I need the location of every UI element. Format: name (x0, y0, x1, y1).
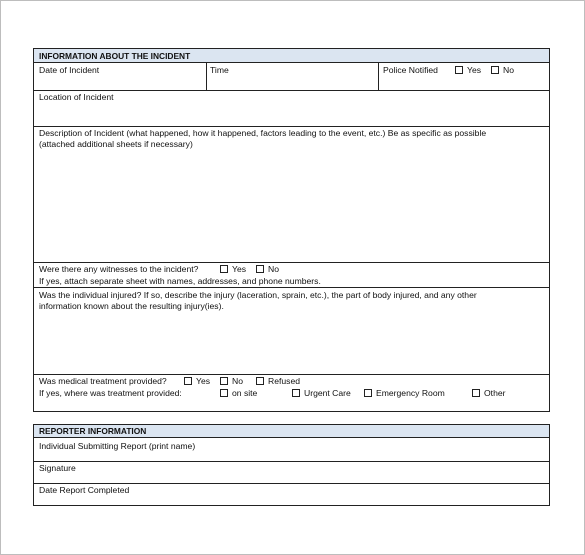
reporter-header-text: REPORTER INFORMATION (39, 426, 147, 436)
treatment-urgent-care-option[interactable] (292, 388, 351, 399)
police-yes-checkbox[interactable] (455, 66, 463, 74)
on-site-checkbox[interactable] (220, 389, 228, 397)
description-line-2: (attached additional sheets if necessary) (39, 139, 193, 149)
witnesses-yes-text: Yes (232, 264, 247, 274)
medical-yes-text: Yes (196, 376, 211, 386)
police-yes-option[interactable] (455, 65, 481, 76)
date-completed-field[interactable] (37, 495, 546, 504)
emergency-room-checkbox[interactable] (364, 389, 372, 397)
submitter-name-field[interactable] (37, 451, 546, 460)
injured-line-2: information known about the resulting injury(ies). (39, 301, 224, 311)
incident-header-text: INFORMATION ABOUT THE INCIDENT (39, 50, 191, 61)
other-checkbox[interactable] (472, 389, 480, 397)
medical-no-checkbox[interactable] (220, 377, 228, 385)
signature-field[interactable] (37, 473, 546, 482)
divider (33, 287, 550, 288)
description-line-1: Description of Incident (what happened, how it happened, factors leading to the event, etc.) Be as specific as possible (39, 128, 487, 138)
incident-section-header (34, 49, 549, 63)
medical-refused-option[interactable] (256, 376, 300, 387)
time-field[interactable] (209, 77, 375, 89)
police-no-option[interactable] (491, 65, 514, 76)
time-label: Time (210, 65, 229, 75)
location-field[interactable] (37, 104, 546, 124)
reporter-section-header (34, 425, 549, 438)
witnesses-yes-option[interactable] (220, 264, 246, 275)
medical-refused-text: Refused (268, 376, 301, 386)
witnesses-yes-checkbox[interactable] (220, 265, 228, 273)
other-text: Other (484, 388, 506, 398)
medical-yes-option[interactable] (184, 376, 210, 387)
divider (33, 262, 550, 263)
date-of-incident-field[interactable] (37, 77, 203, 89)
injury-description-field[interactable] (37, 315, 546, 371)
divider (33, 90, 550, 91)
injured-line-1: Was the individual injured? If so, describe the injury (laceration, sprain, etc.), the part of body injured, and any other (39, 290, 477, 300)
divider (206, 63, 207, 90)
date-completed-label: Date Report Completed (39, 485, 130, 495)
urgent-care-checkbox[interactable] (292, 389, 300, 397)
police-no-text: No (503, 65, 514, 75)
signature-label: Signature (39, 463, 76, 473)
divider (33, 461, 550, 462)
medical-no-text: No (232, 376, 243, 386)
police-yes-text: Yes (467, 65, 482, 75)
divider (33, 483, 550, 484)
description-field[interactable] (37, 153, 546, 259)
urgent-care-text: Urgent Care (304, 388, 351, 398)
witnesses-no-text: No (268, 264, 279, 274)
location-label: Location of Incident (39, 92, 114, 102)
emergency-room-text: Emergency Room (376, 388, 445, 398)
date-of-incident-label: Date of Incident (39, 65, 100, 75)
treatment-emergency-room-option[interactable] (364, 388, 445, 399)
police-notified-label: Police Notified (383, 65, 438, 75)
on-site-text: on site (232, 388, 258, 398)
witnesses-instructions: If yes, attach separate sheet with names, addresses, and phone numbers. (39, 276, 321, 286)
treatment-location-label: If yes, where was treatment provided: (39, 388, 182, 398)
witnesses-label: Were there any witnesses to the incident? (39, 264, 199, 274)
divider (33, 374, 550, 375)
medical-no-option[interactable] (220, 376, 243, 387)
police-no-checkbox[interactable] (491, 66, 499, 74)
treatment-other-option[interactable] (472, 388, 506, 399)
witnesses-no-checkbox[interactable] (256, 265, 264, 273)
submitter-name-label: Individual Submitting Report (print name) (39, 441, 196, 451)
medical-treatment-label: Was medical treatment provided? (39, 376, 167, 386)
divider (33, 126, 550, 127)
treatment-on-site-option[interactable] (220, 388, 257, 399)
medical-yes-checkbox[interactable] (184, 377, 192, 385)
witnesses-no-option[interactable] (256, 264, 279, 275)
divider (378, 63, 379, 90)
medical-refused-checkbox[interactable] (256, 377, 264, 385)
